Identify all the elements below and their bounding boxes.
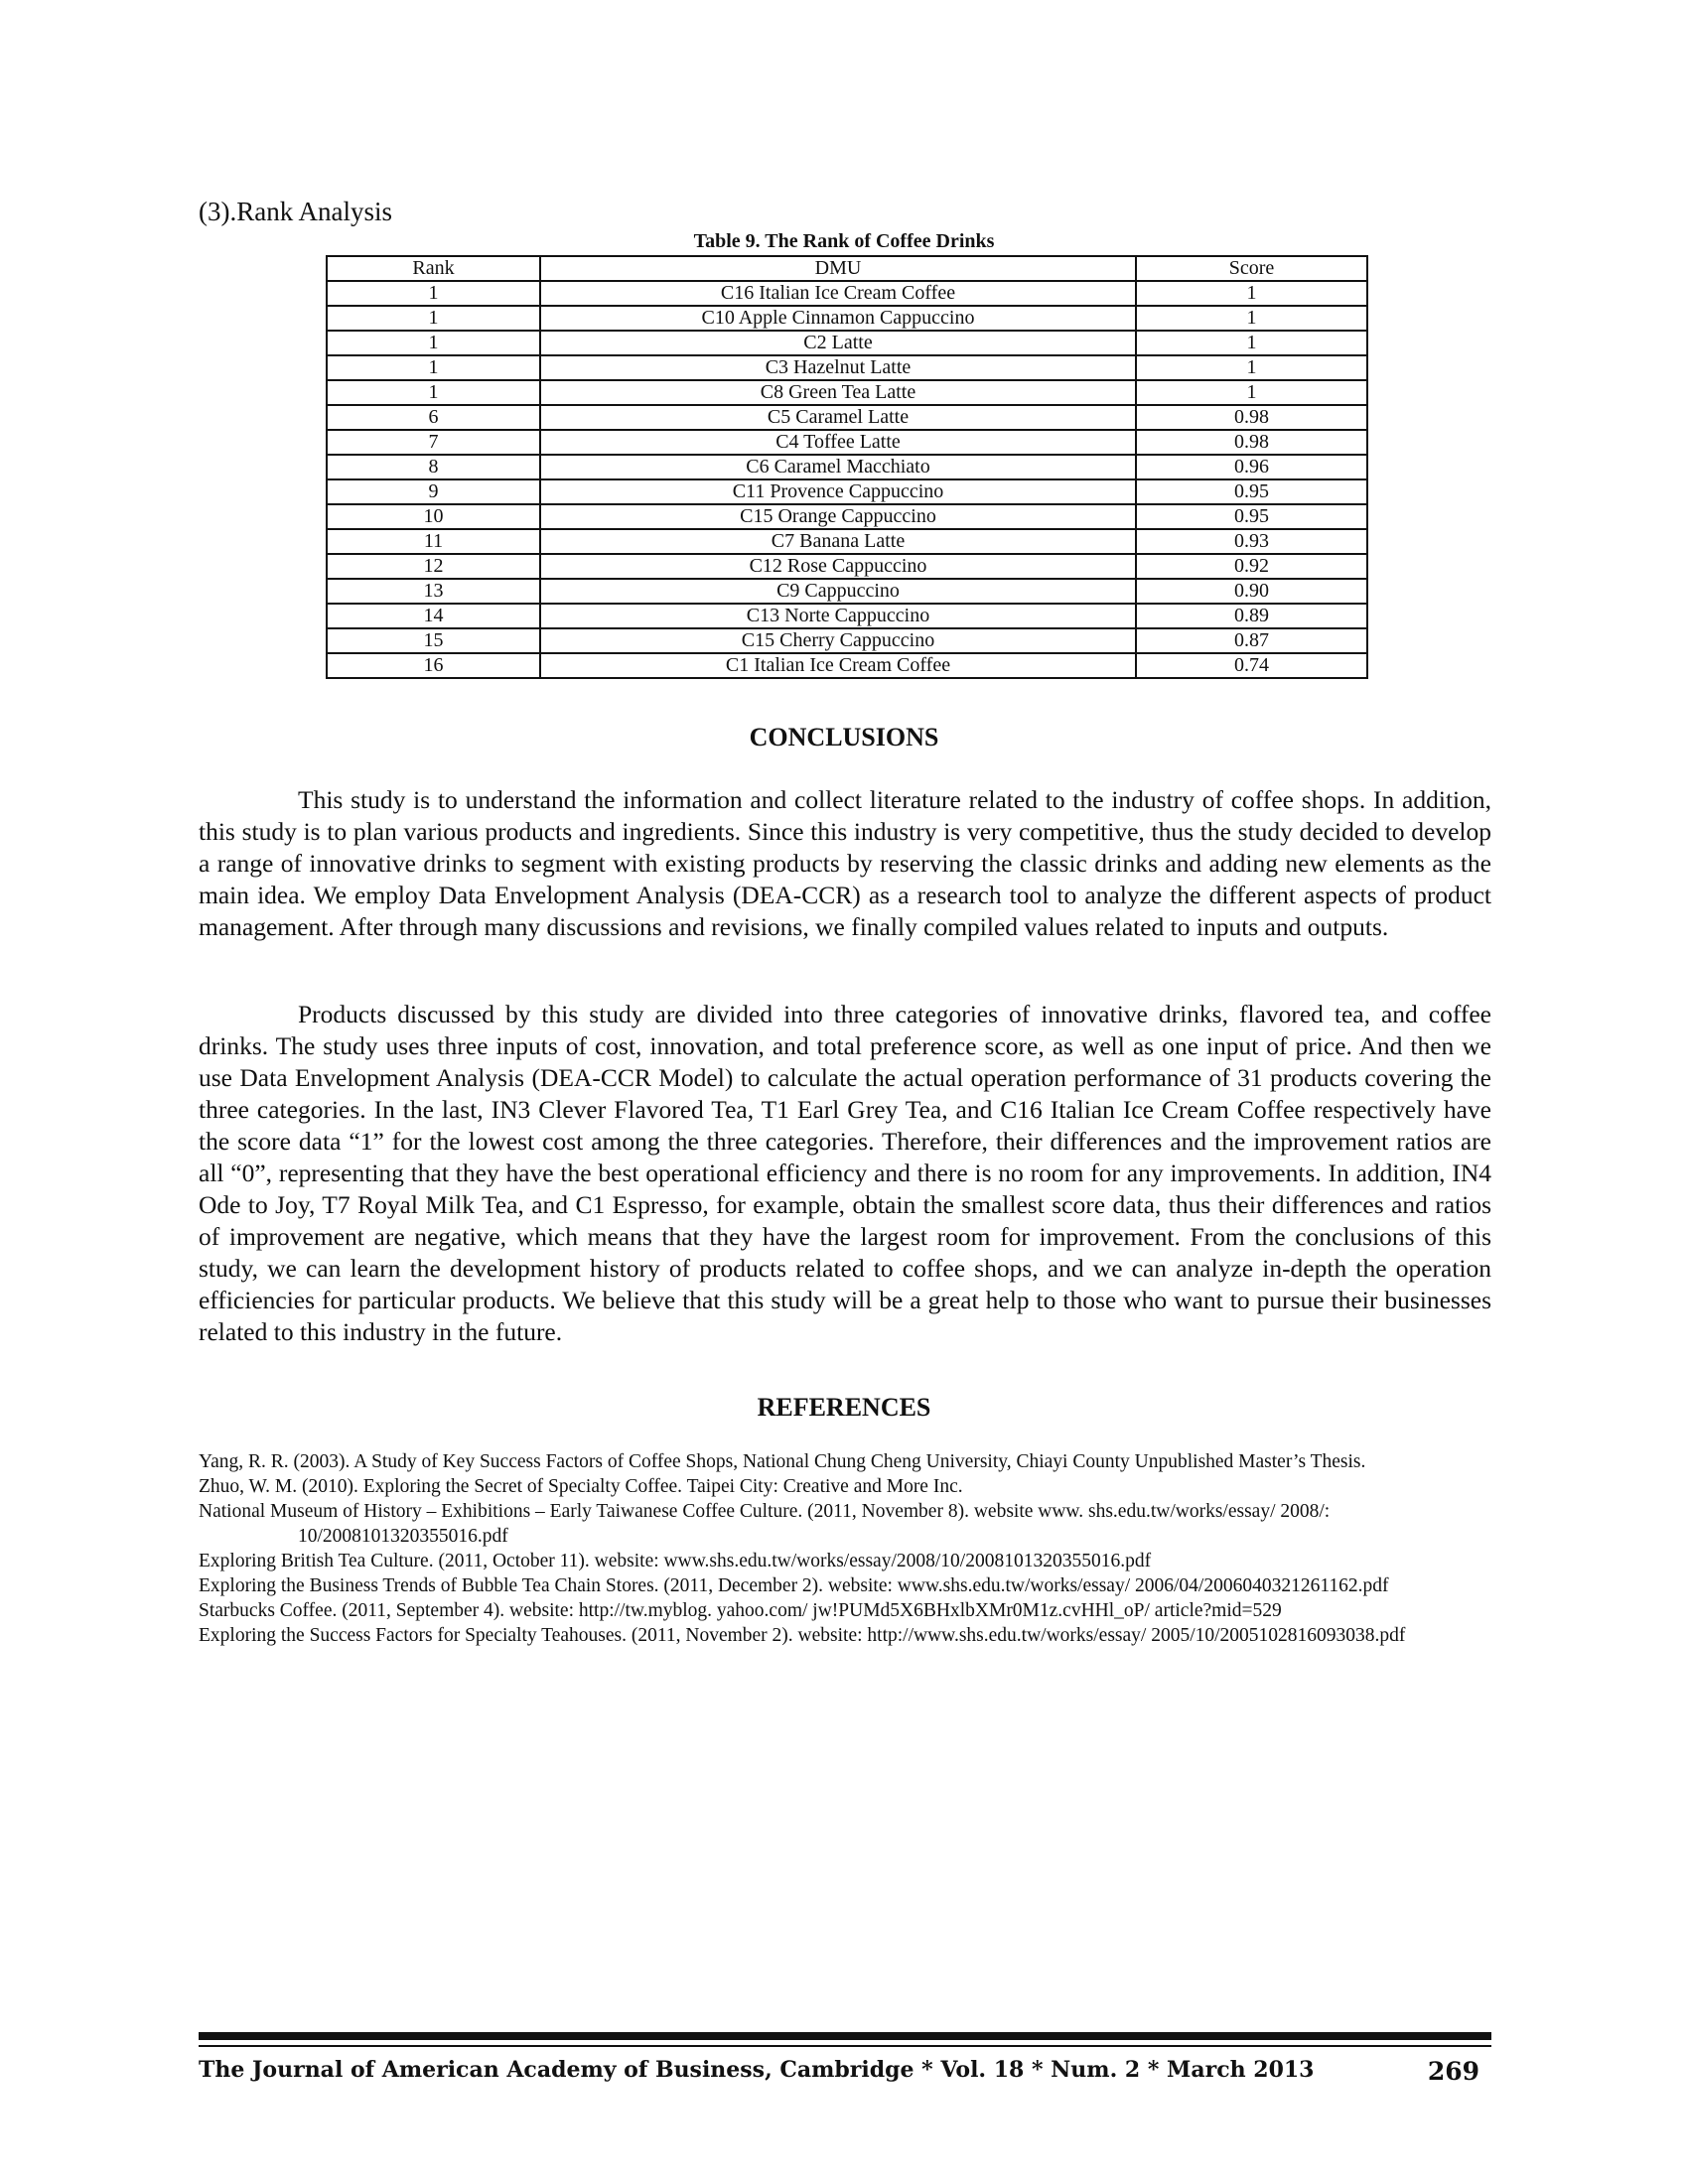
cell-rank: 1 [327,306,540,331]
table-row [327,628,1367,653]
cell-rank: 7 [327,430,540,455]
table-row [327,554,1367,579]
reference-item: National Museum of History – Exhibitions – Early Taiwanese Coffee Culture. (2011, November 8). website www. shs.edu.tw/works/essay/ 2008/: 10/2008101320355016.pdf [199,1501,1331,1547]
column-header-score: Score [1136,256,1367,281]
cell-rank: 9 [327,479,540,504]
table-caption: Table 9. The Rank of Coffee Drinks [693,230,995,252]
reference-item: Exploring British Tea Culture. (2011, October 11). website: www.shs.edu.tw/works/essay/2008/10/2008101320355016.pdf [199,1551,1152,1571]
table-row [327,604,1367,628]
journal-citation: The Journal of American Academy of Business, Cambridge * Vol. 18 * Num. 2 * March 2013 [199,2057,1315,2083]
table-row [327,405,1367,430]
reference-list [199,1449,1499,1648]
cell-rank: 1 [327,281,540,306]
cell-rank: 15 [327,628,540,653]
table-row [327,653,1367,678]
table-row [327,430,1367,455]
cell-rank: 12 [327,554,540,579]
footer-rule-thick [199,2032,1491,2040]
column-header-rank: Rank [327,256,540,281]
reference-item: Exploring the Business Trends of Bubble Tea Chain Stores. (2011, December 2). website: www.shs.edu.tw/works/essay/ 2006/04/2006040321261162.pdf [199,1575,1389,1596]
cell-rank: 16 [327,653,540,678]
table-row [327,529,1367,554]
cell-dmu: C3 Hazelnut Latte [540,355,1136,380]
reference-item: Zhuo, W. M. (2010). Exploring the Secret of Specialty Coffee. Taipei City: Creative and More Inc. [199,1476,963,1497]
cell-score: 1 [1136,281,1367,306]
cell-dmu: C16 Italian Ice Cream Coffee [540,281,1136,306]
cell-dmu: C5 Caramel Latte [540,405,1136,430]
table-row [327,355,1367,380]
conclusions-heading: CONCLUSIONS [749,723,939,751]
table-row [327,579,1367,604]
cell-score: 1 [1136,306,1367,331]
section-label: (3).Rank Analysis [199,197,392,226]
cell-score: 0.93 [1136,529,1367,554]
conclusions-paragraph-2: Products discussed by this study are divided into three categories of innovative drinks, flavored tea, and coffee drinks. The study uses three inputs of cost, innovation, and total preference score, as well as one input of price. And then we use Data Envelopment Analysis (DEA-CCR Model) to calculate the actual operation performance of 31 products covering the three categories. In the last, IN3 Clever Flavored Tea, T1 Earl Grey Tea, and C16 Italian Ice Cream Coffee respectively have the score data “1” for the lowest cost among the three categories. Therefore, their differences and the improvement ratios are all “0”, representing that they have the best operational efficiency and there is no room for any improvements. In addition, IN4 Ode to Joy, T7 Royal Milk Tea, and C1 Espresso, for example, obtain the smallest score data, thus their differences and ratios of improvement are negative, which means that they have the largest room for improvement. From the conclusions of this study, we can learn the development history of products related to coffee shops, and we can analyze in-depth the operation efficiencies for particular products. We believe that this study will be a great help to those who want to pursue their businesses related to this industry in the future. [199,1000,1491,1346]
reference-item: Exploring the Success Factors for Specialty Teahouses. (2011, November 2). website: http://www.shs.edu.tw/works/essay/ 2005/10/2005102816093038.pdf [199,1625,1406,1646]
cell-score: 0.89 [1136,604,1367,628]
cell-dmu: C6 Caramel Macchiato [540,455,1136,479]
footer-rule-thin [199,2045,1491,2047]
cell-dmu: C11 Provence Cappuccino [540,479,1136,504]
cell-score: 1 [1136,331,1367,355]
cell-dmu: C15 Cherry Cappuccino [540,628,1136,653]
table-row [327,504,1367,529]
conclusions-paragraph-1: This study is to understand the information and collect literature related to the industry of coffee shops. In addition, this study is to plan various products and ingredients. Since this industry is very competitive, thus the study decided to develop a range of innovative drinks to segment with existing products by reserving the classic drinks and adding new elements as the main idea. We employ Data Envelopment Analysis (DEA-CCR) as a research tool to analyze the different aspects of product management. After through many discussions and revisions, we finally compiled values related to inputs and outputs. [199,785,1491,941]
cell-score: 0.74 [1136,653,1367,678]
cell-score: 0.90 [1136,579,1367,604]
cell-rank: 6 [327,405,540,430]
cell-dmu: C13 Norte Cappuccino [540,604,1136,628]
cell-dmu: C2 Latte [540,331,1136,355]
cell-score: 0.96 [1136,455,1367,479]
table-header-row [327,256,1367,281]
cell-score: 0.95 [1136,479,1367,504]
cell-dmu: C4 Toffee Latte [540,430,1136,455]
cell-score: 0.98 [1136,430,1367,455]
table-row [327,306,1367,331]
cell-score: 1 [1136,380,1367,405]
cell-score: 0.95 [1136,504,1367,529]
reference-item: Yang, R. R. (2003). A Study of Key Success Factors of Coffee Shops, National Chung Cheng University, Chiayi County Unpublished Master’s Thesis. [199,1451,1366,1472]
table-row [327,380,1367,405]
table-row [327,455,1367,479]
cell-rank: 1 [327,355,540,380]
cell-dmu: C1 Italian Ice Cream Coffee [540,653,1136,678]
cell-rank: 13 [327,579,540,604]
cell-rank: 1 [327,380,540,405]
cell-rank: 11 [327,529,540,554]
column-header-dmu: DMU [540,256,1136,281]
cell-dmu: C12 Rose Cappuccino [540,554,1136,579]
cell-rank: 14 [327,604,540,628]
cell-dmu: C15 Orange Cappuccino [540,504,1136,529]
cell-dmu: C8 Green Tea Latte [540,380,1136,405]
cell-rank: 10 [327,504,540,529]
cell-score: 1 [1136,355,1367,380]
page-number: 269 [1427,2057,1479,2086]
table-row [327,331,1367,355]
cell-score: 0.92 [1136,554,1367,579]
cell-rank: 1 [327,331,540,355]
cell-dmu: C9 Cappuccino [540,579,1136,604]
rank-table [326,255,1368,679]
cell-score: 0.87 [1136,628,1367,653]
cell-dmu: C7 Banana Latte [540,529,1136,554]
references-heading: REFERENCES [757,1393,931,1422]
cell-rank: 8 [327,455,540,479]
table-row [327,281,1367,306]
cell-dmu: C10 Apple Cinnamon Cappuccino [540,306,1136,331]
cell-score: 0.98 [1136,405,1367,430]
reference-item: Starbucks Coffee. (2011, September 4). website: http://tw.myblog. yahoo.com/ jw!PUMd5X6BHxlbXMr0M1z.cvHHl_oP/ article?mid=529 [199,1600,1282,1621]
table-row [327,479,1367,504]
table-body [327,281,1367,678]
